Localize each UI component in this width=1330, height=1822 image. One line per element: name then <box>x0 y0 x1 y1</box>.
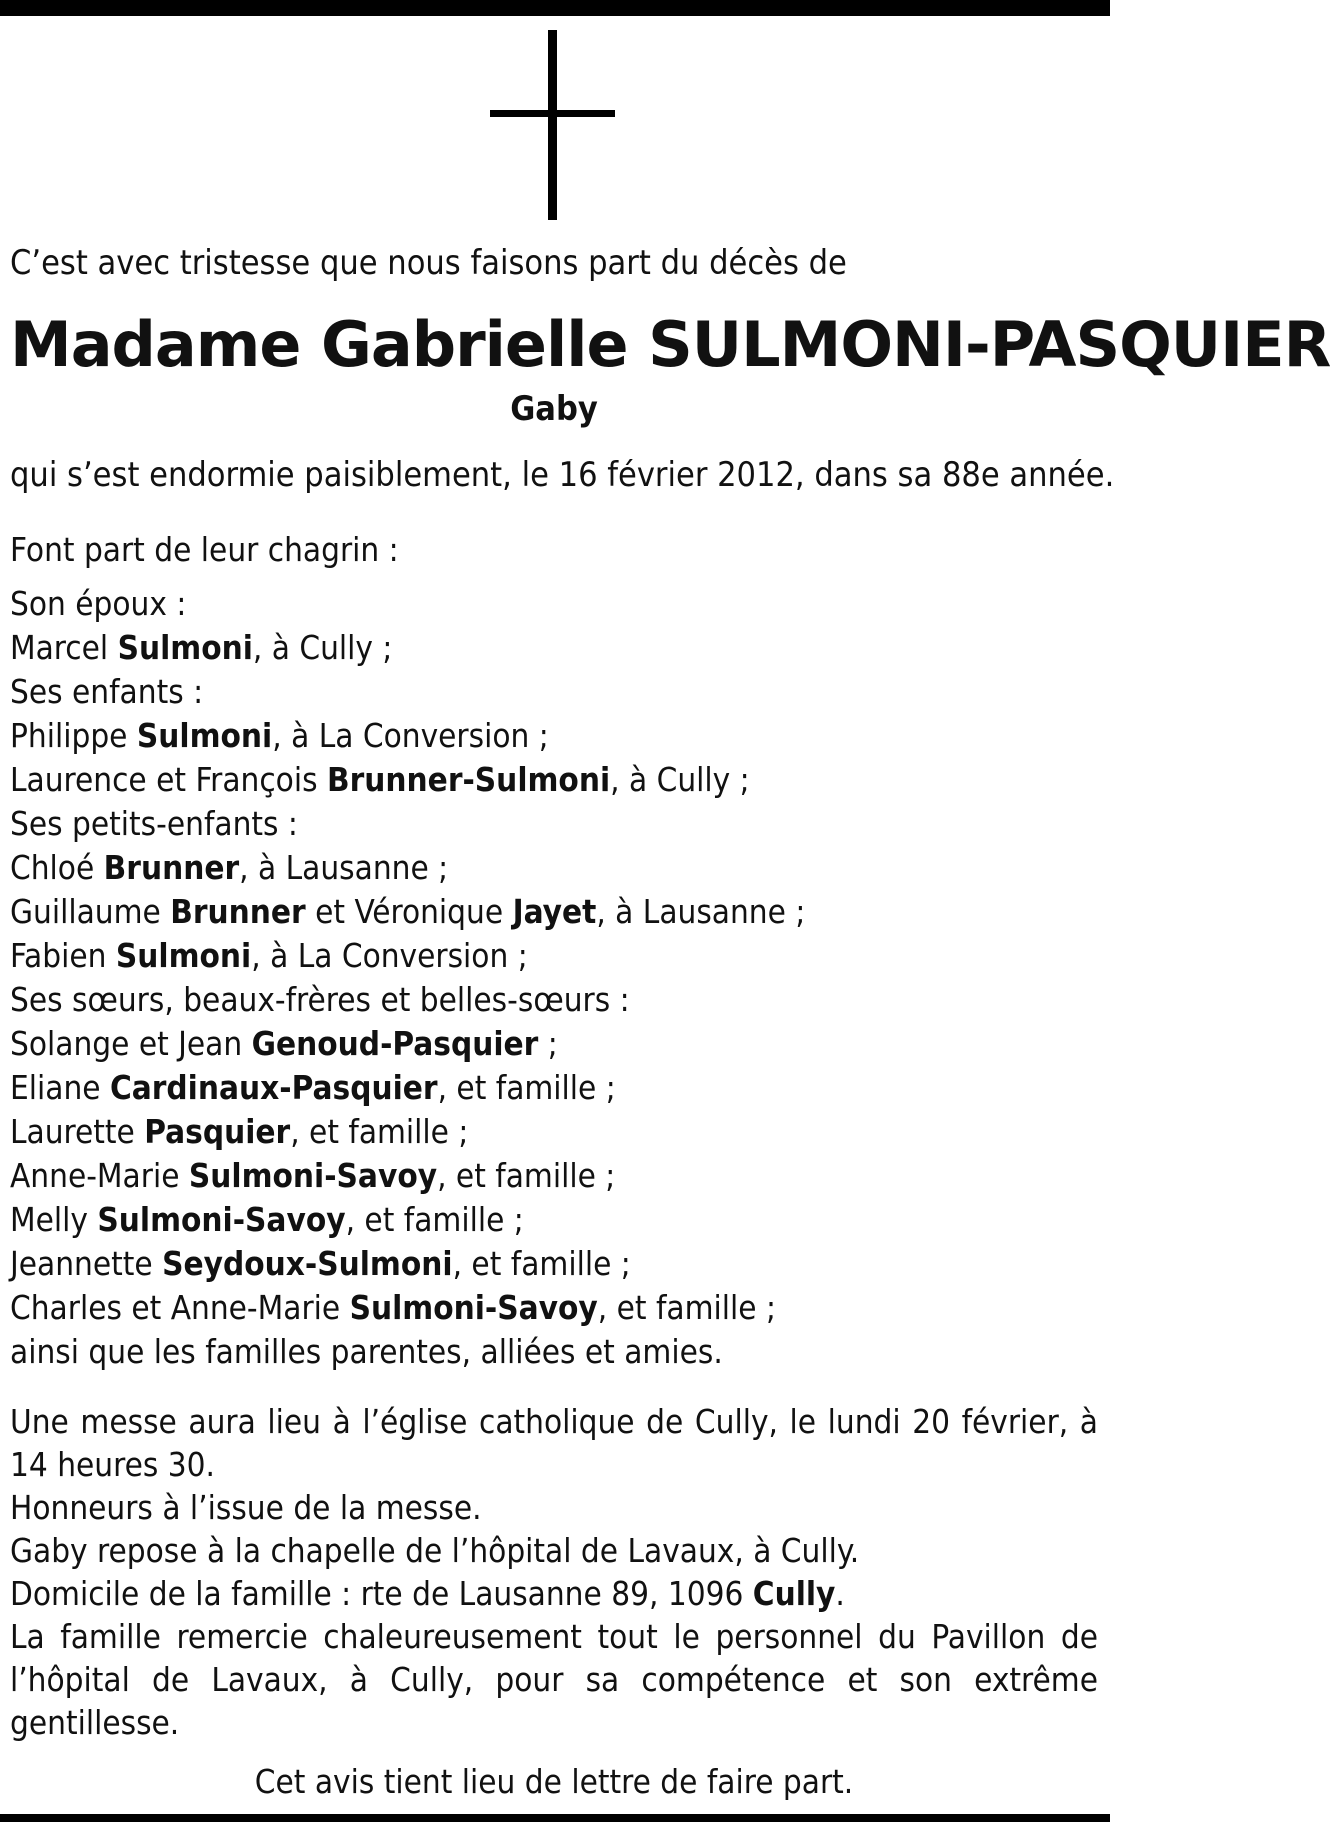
family-text: Guillaume <box>10 892 171 931</box>
family-closing: ainsi que les familles parentes, alliées et amies. <box>10 1332 723 1371</box>
cross-icon <box>490 30 615 220</box>
family-list <box>10 528 1098 1374</box>
family-text: Laurence et François <box>10 760 327 799</box>
family-line <box>10 978 1098 1022</box>
domicile-text: Domicile de la famille : rte de Lausanne 89, 1096 <box>10 1574 753 1613</box>
family-text: ; <box>538 1024 558 1063</box>
family-text: , et famille ; <box>452 1244 631 1283</box>
family-text: Fabien <box>10 936 116 975</box>
family-surname: Jayet <box>512 892 597 931</box>
family-text: Ses sœurs, beaux-frères et belles-sœurs : <box>10 980 630 1019</box>
family-line <box>10 758 1098 802</box>
family-line <box>10 846 1098 890</box>
family-text: Anne-Marie <box>10 1156 189 1195</box>
family-text: , et famille ; <box>437 1156 616 1195</box>
nickname: Gaby <box>510 389 598 429</box>
cross-horizontal-bar <box>490 110 615 117</box>
rest-info: Gaby repose à la chapelle de l’hôpital de Lavaux, à Cully. <box>10 1531 860 1570</box>
family-line <box>10 626 1098 670</box>
family-text: Marcel <box>10 628 118 667</box>
deceased-name: Madame Gabrielle SULMONI-PASQUIER <box>10 308 1330 381</box>
family-line <box>10 1198 1098 1242</box>
family-surname: Cardinaux-Pasquier <box>109 1068 438 1107</box>
family-text: , à La Conversion ; <box>251 936 528 975</box>
family-line <box>10 1022 1098 1066</box>
domicile-town: Cully <box>752 1574 836 1613</box>
family-text: Eliane <box>10 1068 110 1107</box>
family-text: et Véronique <box>305 892 513 931</box>
family-text: Jeannette <box>10 1244 163 1283</box>
bottom-border <box>0 1814 1110 1822</box>
family-surname: Sulmoni-Savoy <box>97 1200 346 1239</box>
family-line <box>10 1286 1098 1330</box>
top-border <box>0 0 1110 16</box>
family-surname: Seydoux-Sulmoni <box>162 1244 453 1283</box>
family-text: Ses petits-enfants : <box>10 804 298 843</box>
family-line <box>10 582 1098 626</box>
family-surname: Sulmoni-Savoy <box>188 1156 438 1195</box>
family-line <box>10 1110 1098 1154</box>
mass-info: Une messe aura lieu à l’église catholique de Cully, le lundi 20 février, à 14 heures 30. <box>10 1402 1098 1484</box>
family-line <box>10 670 1098 714</box>
intro-text: C’est avec tristesse que nous faisons part du décès de <box>10 243 847 283</box>
honours-info: Honneurs à l’issue de la messe. <box>10 1488 482 1527</box>
family-line <box>10 1242 1098 1286</box>
family-text: , et famille ; <box>597 1288 776 1327</box>
family-surname: Sulmoni-Savoy <box>349 1288 598 1327</box>
family-intro: Font part de leur chagrin : <box>10 530 399 569</box>
family-text: Philippe <box>10 716 137 755</box>
family-surname: Brunner <box>103 848 240 887</box>
family-text: Charles et Anne-Marie <box>10 1288 350 1327</box>
family-text: Solange et Jean <box>10 1024 252 1063</box>
family-line <box>10 714 1098 758</box>
family-surname: Genoud-Pasquier <box>251 1024 539 1063</box>
family-text: , et famille ; <box>290 1112 469 1151</box>
ceremony-info <box>10 1400 1098 1744</box>
family-surname: Sulmoni <box>136 716 273 755</box>
family-text: , et famille ; <box>437 1068 616 1107</box>
family-line <box>10 1154 1098 1198</box>
passing-statement: qui s’est endormie paisiblement, le 16 février 2012, dans sa 88e année. <box>10 455 1115 495</box>
family-text: , à Lausanne ; <box>239 848 449 887</box>
family-line <box>10 890 1098 934</box>
cross-vertical-bar <box>548 30 557 220</box>
family-text: , à Cully ; <box>252 628 393 667</box>
footer-note: Cet avis tient lieu de lettre de faire part. <box>254 1762 854 1801</box>
family-line <box>10 1066 1098 1110</box>
family-surname: Brunner-Sulmoni <box>326 760 611 799</box>
family-surname: Brunner <box>170 892 306 931</box>
family-line <box>10 934 1098 978</box>
family-text: , à Lausanne ; <box>596 892 806 931</box>
family-text: , et famille ; <box>345 1200 524 1239</box>
domicile-end: . <box>835 1574 845 1613</box>
family-text: Son époux : <box>10 584 187 623</box>
domicile-info <box>10 1572 1098 1615</box>
family-line <box>10 802 1098 846</box>
family-text: Melly <box>10 1200 98 1239</box>
family-text: , à La Conversion ; <box>272 716 549 755</box>
family-text: Ses enfants : <box>10 672 204 711</box>
family-surname: Pasquier <box>144 1112 291 1151</box>
family-surname: Sulmoni <box>117 628 253 667</box>
thanks-text: La famille remercie chaleureusement tout le personnel du Pavillon de l’hôpital de Lavaux, à Cully, pour sa compétence et son extrême gentillesse. <box>10 1617 1098 1742</box>
family-lines <box>10 582 1098 1330</box>
family-surname: Sulmoni <box>115 936 252 975</box>
family-text: Chloé <box>10 848 104 887</box>
family-text: Laurette <box>10 1112 145 1151</box>
family-text: , à Cully ; <box>610 760 750 799</box>
